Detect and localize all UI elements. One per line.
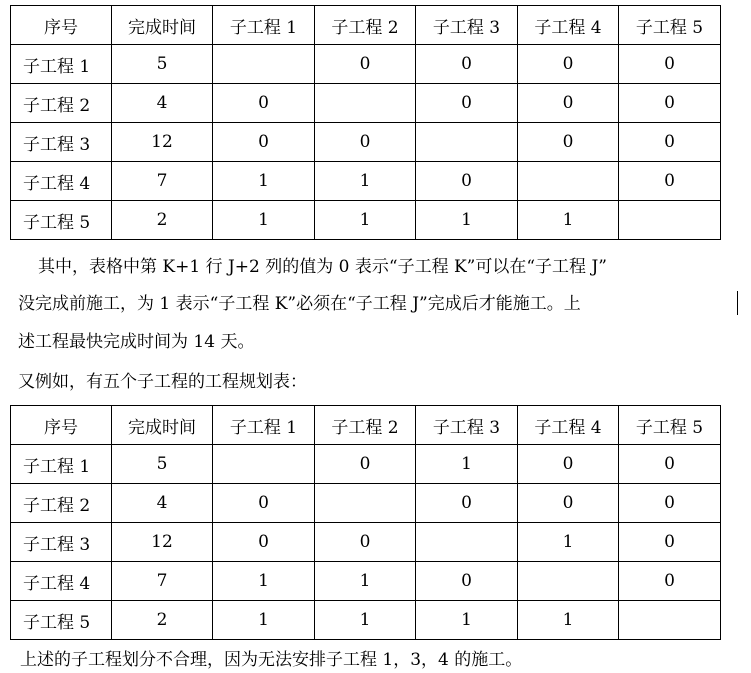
row-label: 子工程 2 [11, 484, 112, 523]
table-cell: 0 [213, 484, 315, 523]
header-cell: 子工程 3 [416, 6, 518, 45]
table-row [11, 523, 721, 562]
table-cell: 0 [619, 45, 721, 84]
table-cell: 1 [416, 201, 518, 240]
table-header-row [11, 406, 721, 445]
table-cell: 0 [619, 123, 721, 162]
table-cell: 0 [619, 562, 721, 601]
table-cell: 0 [315, 523, 416, 562]
table-cell: 0 [416, 84, 518, 123]
table-cell: 0 [619, 445, 721, 484]
header-cell: 序号 [11, 406, 112, 445]
table-row [11, 201, 721, 240]
table-cell: 0 [619, 484, 721, 523]
table-cell: 0 [619, 162, 721, 201]
table-cell: 0 [619, 523, 721, 562]
header-cell: 完成时间 [112, 406, 213, 445]
table-cell: 0 [518, 45, 619, 84]
row-label: 子工程 4 [11, 162, 112, 201]
row-label: 子工程 1 [11, 445, 112, 484]
table-cell [213, 45, 315, 84]
table-cell: 0 [518, 84, 619, 123]
table-cell: 1 [416, 601, 518, 640]
table-header-row [11, 6, 721, 45]
table-cell: 1 [213, 601, 315, 640]
table-row [11, 84, 721, 123]
row-label: 子工程 3 [11, 123, 112, 162]
table-cell: 1 [315, 601, 416, 640]
table-row [11, 562, 721, 601]
table-cell: 0 [213, 84, 315, 123]
table-cell: 1 [518, 201, 619, 240]
table-row [11, 123, 721, 162]
table-cell: 0 [518, 123, 619, 162]
row-label: 子工程 2 [11, 84, 112, 123]
table-cell: 12 [112, 523, 213, 562]
table-cell: 7 [112, 562, 213, 601]
row-label: 子工程 3 [11, 523, 112, 562]
table-cell: 1 [416, 445, 518, 484]
table-cell: 0 [315, 445, 416, 484]
table-cell [518, 162, 619, 201]
explanation-line-3: 述工程最快完成时间为 14 天。 [18, 332, 255, 352]
table-cell: 0 [416, 162, 518, 201]
table-row [11, 601, 721, 640]
table-cell: 4 [112, 484, 213, 523]
table-cell: 0 [518, 484, 619, 523]
table-cell: 0 [315, 45, 416, 84]
table-cell: 4 [112, 84, 213, 123]
table-cell: 0 [315, 123, 416, 162]
table-cell: 5 [112, 45, 213, 84]
row-label: 子工程 4 [11, 562, 112, 601]
project-plan-table-2 [10, 405, 721, 640]
table-cell: 0 [416, 562, 518, 601]
table-cell [315, 84, 416, 123]
table-cell: 1 [315, 162, 416, 201]
table-cell: 2 [112, 601, 213, 640]
table-cell: 0 [619, 84, 721, 123]
header-cell: 完成时间 [112, 6, 213, 45]
explanation-line-1: 其中，表格中第 K+1 行 J+2 列的值为 0 表示“子工程 K”可以在“子工程 J” [38, 257, 607, 277]
header-cell: 序号 [11, 6, 112, 45]
table-cell: 1 [213, 201, 315, 240]
table-row [11, 445, 721, 484]
project-plan-table-1 [10, 5, 721, 240]
table-row [11, 484, 721, 523]
header-cell: 子工程 2 [315, 6, 416, 45]
conclusion-text: 上述的子工程划分不合理，因为无法安排子工程 1，3，4 的施工。 [20, 650, 523, 670]
header-cell: 子工程 2 [315, 406, 416, 445]
header-cell: 子工程 1 [213, 6, 315, 45]
row-label: 子工程 1 [11, 45, 112, 84]
table-cell: 1 [518, 601, 619, 640]
table-cell: 0 [213, 123, 315, 162]
table-cell: 0 [518, 445, 619, 484]
header-cell: 子工程 4 [518, 406, 619, 445]
table-cell: 1 [518, 523, 619, 562]
table-cell [315, 484, 416, 523]
table-cell: 1 [213, 562, 315, 601]
table-cell: 0 [213, 523, 315, 562]
table-cell: 1 [213, 162, 315, 201]
table-cell: 1 [315, 201, 416, 240]
header-cell: 子工程 5 [619, 406, 721, 445]
example-intro: 又例如，有五个子工程的工程规划表： [18, 372, 307, 392]
header-cell: 子工程 3 [416, 406, 518, 445]
table-cell [416, 123, 518, 162]
row-label: 子工程 5 [11, 201, 112, 240]
table-cell [619, 201, 721, 240]
table-cell [416, 523, 518, 562]
table-cell: 0 [416, 484, 518, 523]
table-cell: 7 [112, 162, 213, 201]
table-cell [619, 601, 721, 640]
table-cell: 12 [112, 123, 213, 162]
table-row [11, 45, 721, 84]
table-cell: 2 [112, 201, 213, 240]
header-cell: 子工程 5 [619, 6, 721, 45]
table-cell: 5 [112, 445, 213, 484]
text-cursor [737, 291, 738, 315]
explanation-line-2: 没完成前施工，为 1 表示“子工程 K”必须在“子工程 J”完成后才能施工。上 [18, 294, 581, 314]
header-cell: 子工程 1 [213, 406, 315, 445]
table-cell [518, 562, 619, 601]
header-cell: 子工程 4 [518, 6, 619, 45]
table-cell [213, 445, 315, 484]
row-label: 子工程 5 [11, 601, 112, 640]
table-row [11, 162, 721, 201]
table-cell: 1 [315, 562, 416, 601]
table-cell: 0 [416, 45, 518, 84]
